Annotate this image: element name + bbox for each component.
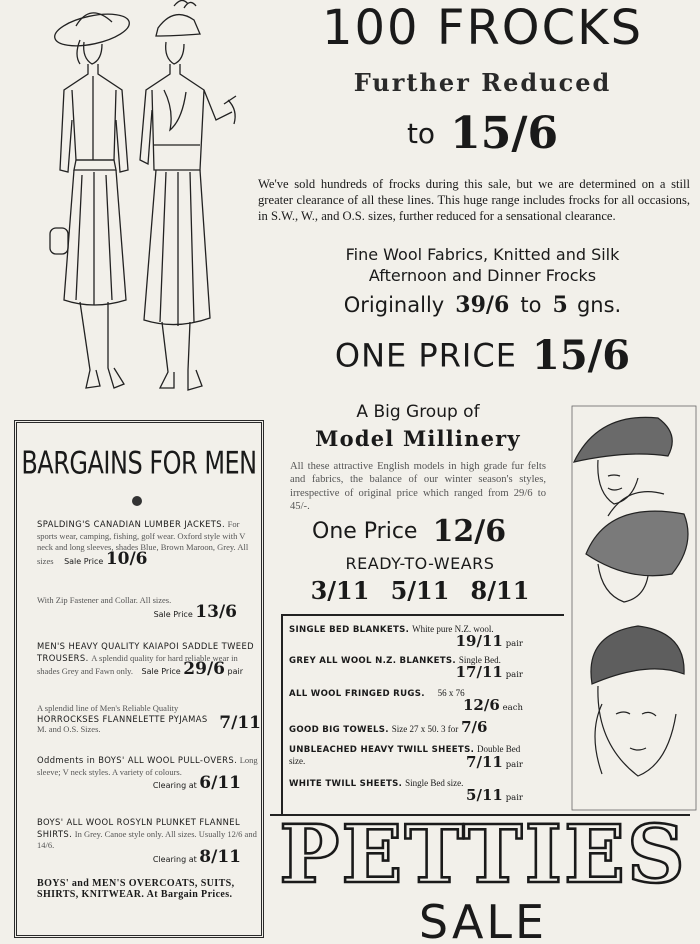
- millinery-one-price: 12/6: [432, 514, 507, 549]
- men-item: Oddments in BOYS' ALL WOOL PULL-OVERS. Long sleeve; V neck styles. A variety of colours. Clearing at 6/11: [37, 755, 258, 793]
- one-price-label: ONE PRICE: [334, 336, 517, 375]
- fabrics-line2: Afternoon and Dinner Frocks: [368, 266, 597, 285]
- men-item: With Zip Fastener and Collar. All sizes. Sale Price 13/6: [37, 595, 237, 622]
- rtw-label: READY-TO-WEARS: [345, 554, 495, 573]
- sale-label: SALE: [418, 895, 548, 944]
- linen-item: GREY ALL WOOL N.Z. BLANKETS. Single Bed. 17/11 pair: [289, 655, 523, 681]
- store-name: PETTIES: [279, 807, 687, 901]
- rtw-price: 8/11: [470, 576, 530, 605]
- one-price-value: 15/6: [532, 332, 631, 379]
- men-item: SPALDING'S CANADIAN LUMBER JACKETS. For sports wear, camping, fishing, golf wear. Oxford style with V neck and long sleeves, shades Blue, Brown Maroon, Grey. All sizes Sale Price 10/6: [37, 519, 249, 569]
- headline-subtitle: Further Reduced: [353, 68, 612, 97]
- linens-top-rule: [282, 614, 564, 616]
- originally-to-word: to: [520, 293, 542, 317]
- millinery-description: All these attractive English models in high grade fur felts and fabrics, the balance of our winter season's styles, irrespective of original price which ranged from 29/6 to 45/-.: [290, 461, 546, 513]
- linen-item: GOOD BIG TOWELS. Size 27 x 50. 3 for 7/6: [289, 718, 488, 736]
- men-item: BOYS' and MEN'S OVERCOATS, SUITS, SHIRTS, KNITWEAR. At Bargain Prices.: [37, 878, 235, 900]
- headline-to-price: 15/6: [450, 108, 559, 159]
- originally-unit: gns.: [576, 293, 622, 317]
- frocks-illustration: [24, 0, 254, 400]
- rtw-price: 3/11: [310, 576, 370, 605]
- originally-from-price: 39/6: [455, 292, 510, 318]
- millinery-intro: A Big Group of: [356, 402, 480, 422]
- headline-to-label: to: [406, 117, 436, 150]
- millinery-one-price-label: One Price: [312, 519, 418, 544]
- intro-text: We've sold hundreds of frocks during this sale, but we are determined on a still greater clearance of all these lines. This huge range includes frocks for all occasions, in S.W., W., and O.S. sizes, further reduced for a sensational clearance.: [258, 177, 690, 223]
- linen-item: WHITE TWILL SHEETS. Single Bed size. 5/11 pair: [289, 778, 523, 804]
- men-item: MEN'S HEAVY QUALITY KAIAPOI SADDLE TWEED TROUSERS. A splendid quality for hard reliable wear in shades Grey and Fawn only. Sale Price 29/6 pair: [37, 641, 255, 679]
- men-title: BARGAINS FOR MEN: [21, 444, 257, 482]
- millinery-illustration: [568, 404, 700, 814]
- headline-title: 100 FROCKS: [321, 0, 644, 56]
- linen-item: SINGLE BED BLANKETS. White pure N.Z. wool. 19/11 pair: [289, 624, 523, 650]
- originally-label: Originally: [343, 293, 445, 317]
- originally-to-price: 5: [552, 292, 568, 318]
- linen-item: UNBLEACHED HEAVY TWILL SHEETS. Double Bed size. 7/11 pair: [289, 744, 523, 771]
- men-item: A splendid line of Men's Reliable Quality HORROCKSES FLANNELETTE PYJAMAS M. and O.S. Sizes. 7/11: [37, 703, 261, 734]
- fabrics-line1: Fine Wool Fabrics, Knitted and Silk: [345, 245, 620, 264]
- linens-side-rule: [281, 614, 283, 814]
- men-bullet: [132, 496, 142, 506]
- bargains-for-men-panel: [14, 420, 264, 938]
- rtw-price: 5/11: [390, 576, 450, 605]
- millinery-title: Model Millinery: [315, 426, 521, 451]
- linen-item: ALL WOOL FRINGED RUGS. 56 x 76 12/6 each: [289, 688, 523, 714]
- men-item: BOYS' ALL WOOL ROSYLN PLUNKET FLANNEL SHIRTS. In Grey. Canoe style only. All sizes. Usually 12/6 and 14/6. Clearing at 8/11: [37, 817, 257, 867]
